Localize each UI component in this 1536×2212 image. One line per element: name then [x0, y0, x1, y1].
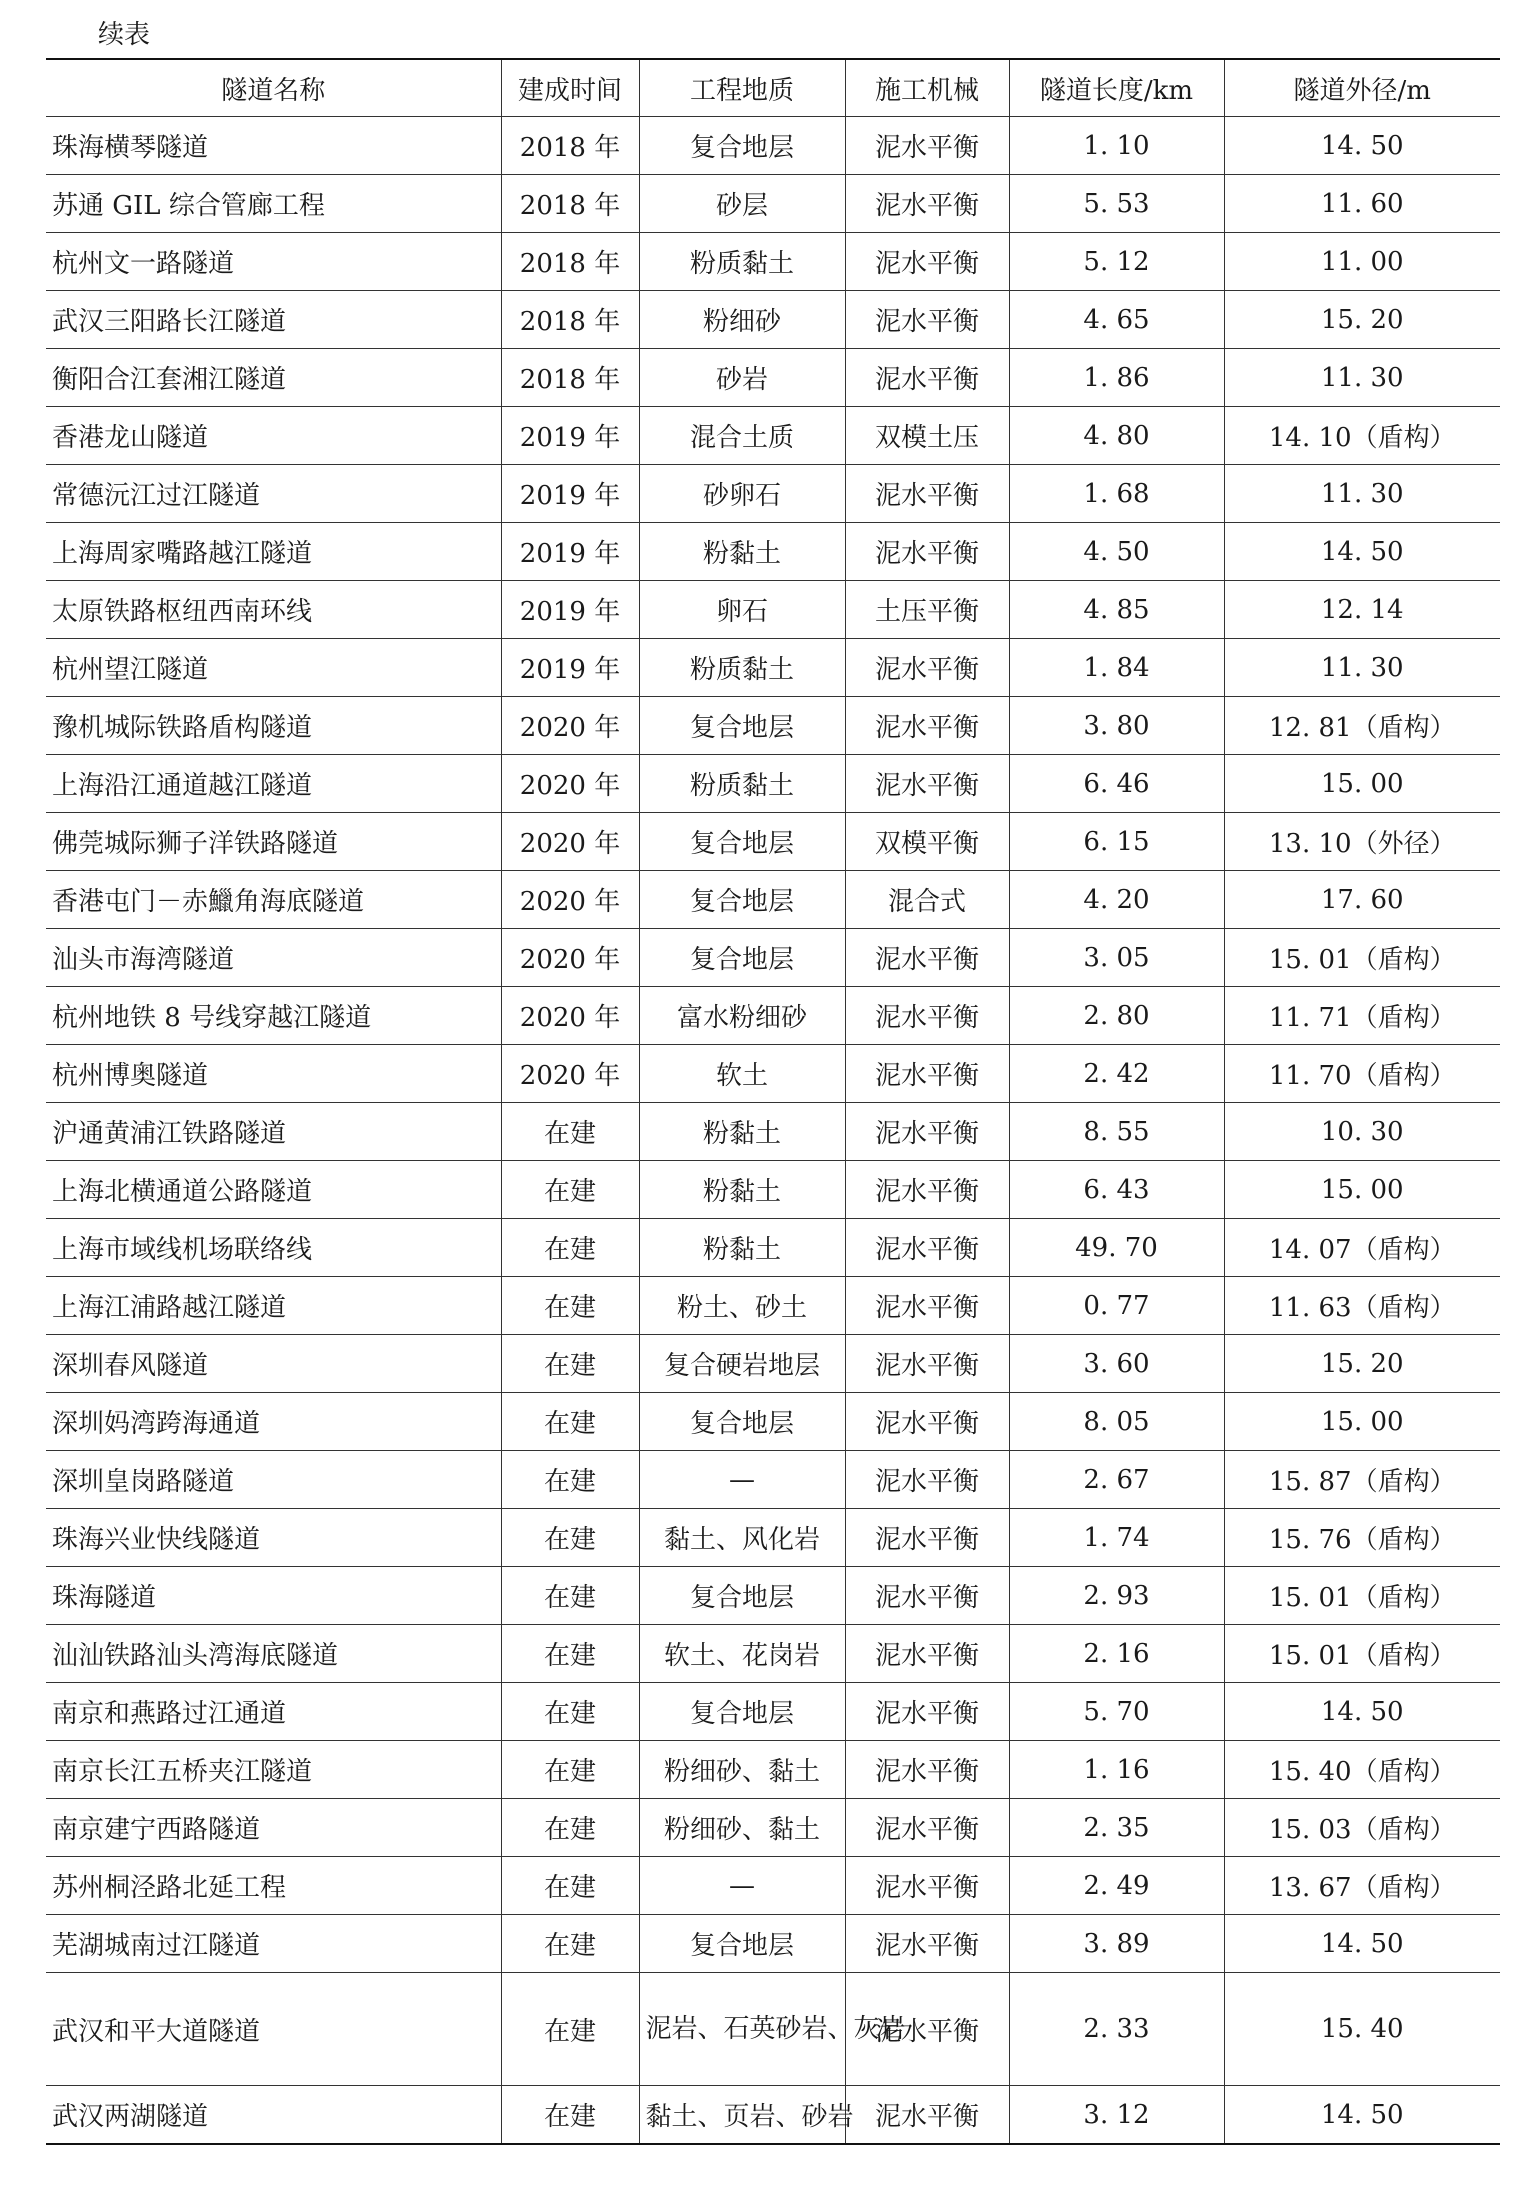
table-row	[46, 1915, 1500, 1973]
cell-tunnel-name: 珠海兴业快线隧道	[46, 1509, 501, 1567]
table-row	[46, 1741, 1500, 1799]
cell-diameter: 13. 67（盾构）	[1224, 1857, 1500, 1915]
cell-machinery: 泥水平衡	[845, 1219, 1009, 1277]
cell-diameter: 15. 01（盾构）	[1224, 1625, 1500, 1683]
cell-diameter: 14. 50	[1224, 523, 1500, 581]
cell-length: 2. 16	[1009, 1625, 1224, 1683]
table-row	[46, 175, 1500, 233]
cell-completion-time: 在建	[501, 1973, 639, 2086]
cell-completion-time: 2018 年	[501, 349, 639, 407]
table-row	[46, 1277, 1500, 1335]
cell-machinery: 泥水平衡	[845, 1915, 1009, 1973]
cell-completion-time: 2020 年	[501, 813, 639, 871]
cell-geology: 粉黏土	[639, 1219, 845, 1277]
table-caption: 续表	[98, 20, 151, 50]
cell-diameter: 15. 00	[1224, 755, 1500, 813]
cell-machinery: 泥水平衡	[845, 1741, 1009, 1799]
header-length: 隧道长度/km	[1009, 59, 1224, 117]
cell-length: 4. 85	[1009, 581, 1224, 639]
cell-tunnel-name: 南京建宁西路隧道	[46, 1799, 501, 1857]
table-row	[46, 1683, 1500, 1741]
cell-geology: 黏土、风化岩	[639, 1509, 845, 1567]
table-row	[46, 1567, 1500, 1625]
table-row	[46, 1509, 1500, 1567]
cell-machinery: 泥水平衡	[845, 987, 1009, 1045]
cell-diameter: 15. 76（盾构）	[1224, 1509, 1500, 1567]
cell-tunnel-name: 香港龙山隧道	[46, 407, 501, 465]
cell-diameter: 12. 14	[1224, 581, 1500, 639]
cell-completion-time: 2018 年	[501, 117, 639, 175]
cell-tunnel-name: 汕头市海湾隧道	[46, 929, 501, 987]
cell-completion-time: 2018 年	[501, 175, 639, 233]
cell-diameter: 17. 60	[1224, 871, 1500, 929]
cell-geology: 砂卵石	[639, 465, 845, 523]
cell-diameter: 11. 60	[1224, 175, 1500, 233]
table-row	[46, 1161, 1500, 1219]
cell-diameter: 12. 81（盾构）	[1224, 697, 1500, 755]
cell-tunnel-name: 上海沿江通道越江隧道	[46, 755, 501, 813]
cell-diameter: 15. 03（盾构）	[1224, 1799, 1500, 1857]
cell-completion-time: 在建	[501, 1103, 639, 1161]
cell-tunnel-name: 佛莞城际狮子洋铁路隧道	[46, 813, 501, 871]
cell-machinery: 双模土压	[845, 407, 1009, 465]
cell-geology: 复合地层	[639, 1683, 845, 1741]
cell-length: 4. 80	[1009, 407, 1224, 465]
table-body	[46, 117, 1500, 2145]
cell-tunnel-name: 武汉两湖隧道	[46, 2086, 501, 2145]
cell-completion-time: 在建	[501, 1277, 639, 1335]
cell-completion-time: 2020 年	[501, 929, 639, 987]
cell-completion-time: 2020 年	[501, 871, 639, 929]
cell-geology: 复合硬岩地层	[639, 1335, 845, 1393]
cell-length: 3. 89	[1009, 1915, 1224, 1973]
cell-diameter: 15. 20	[1224, 291, 1500, 349]
cell-completion-time: 2019 年	[501, 407, 639, 465]
cell-machinery: 泥水平衡	[845, 349, 1009, 407]
table-row	[46, 291, 1500, 349]
table-row	[46, 1973, 1500, 2086]
cell-tunnel-name: 上海江浦路越江隧道	[46, 1277, 501, 1335]
cell-diameter: 14. 07（盾构）	[1224, 1219, 1500, 1277]
cell-machinery: 泥水平衡	[845, 2086, 1009, 2145]
cell-length: 49. 70	[1009, 1219, 1224, 1277]
cell-completion-time: 在建	[501, 1741, 639, 1799]
cell-geology: 富水粉细砂	[639, 987, 845, 1045]
cell-machinery: 泥水平衡	[845, 1683, 1009, 1741]
cell-geology: 砂层	[639, 175, 845, 233]
table-row	[46, 1103, 1500, 1161]
cell-machinery: 泥水平衡	[845, 1509, 1009, 1567]
cell-tunnel-name: 豫机城际铁路盾构隧道	[46, 697, 501, 755]
cell-machinery: 泥水平衡	[845, 233, 1009, 291]
cell-diameter: 15. 00	[1224, 1393, 1500, 1451]
cell-diameter: 14. 50	[1224, 2086, 1500, 2145]
cell-tunnel-name: 苏州桐泾路北延工程	[46, 1857, 501, 1915]
cell-tunnel-name: 杭州望江隧道	[46, 639, 501, 697]
cell-length: 2. 49	[1009, 1857, 1224, 1915]
cell-machinery: 泥水平衡	[845, 1161, 1009, 1219]
table-row	[46, 465, 1500, 523]
cell-geology: 复合地层	[639, 813, 845, 871]
cell-geology: 砂岩	[639, 349, 845, 407]
cell-length: 1. 74	[1009, 1509, 1224, 1567]
cell-tunnel-name: 深圳皇岗路隧道	[46, 1451, 501, 1509]
table-row	[46, 987, 1500, 1045]
cell-machinery: 土压平衡	[845, 581, 1009, 639]
cell-diameter: 14. 50	[1224, 1915, 1500, 1973]
cell-geology: 复合地层	[639, 871, 845, 929]
cell-length: 2. 35	[1009, 1799, 1224, 1857]
table-row	[46, 697, 1500, 755]
cell-geology: 粉质黏土	[639, 233, 845, 291]
cell-completion-time: 在建	[501, 1335, 639, 1393]
cell-geology: 粉黏土	[639, 523, 845, 581]
cell-tunnel-name: 杭州博奥隧道	[46, 1045, 501, 1103]
cell-length: 1. 68	[1009, 465, 1224, 523]
cell-diameter: 15. 40	[1224, 1973, 1500, 2086]
cell-completion-time: 在建	[501, 1393, 639, 1451]
table-row	[46, 1625, 1500, 1683]
cell-geology: —	[639, 1857, 845, 1915]
cell-machinery: 双模平衡	[845, 813, 1009, 871]
cell-geology: 粉细砂、黏土	[639, 1799, 845, 1857]
cell-geology: 复合地层	[639, 1915, 845, 1973]
cell-completion-time: 在建	[501, 1161, 639, 1219]
cell-length: 2. 67	[1009, 1451, 1224, 1509]
cell-diameter: 11. 70（盾构）	[1224, 1045, 1500, 1103]
cell-completion-time: 2020 年	[501, 1045, 639, 1103]
cell-length: 2. 80	[1009, 987, 1224, 1045]
cell-machinery: 泥水平衡	[845, 929, 1009, 987]
cell-completion-time: 在建	[501, 1799, 639, 1857]
cell-length: 2. 93	[1009, 1567, 1224, 1625]
cell-geology: 黏土、页岩、砂岩	[639, 2086, 845, 2145]
table-row	[46, 407, 1500, 465]
cell-length: 8. 05	[1009, 1393, 1224, 1451]
cell-length: 5. 70	[1009, 1683, 1224, 1741]
cell-geology: 粉黏土	[639, 1161, 845, 1219]
cell-machinery: 泥水平衡	[845, 1973, 1009, 2086]
cell-diameter: 14. 50	[1224, 1683, 1500, 1741]
cell-diameter: 11. 71（盾构）	[1224, 987, 1500, 1045]
cell-tunnel-name: 衡阳合江套湘江隧道	[46, 349, 501, 407]
cell-completion-time: 在建	[501, 1915, 639, 1973]
cell-completion-time: 在建	[501, 1509, 639, 1567]
cell-tunnel-name: 珠海隧道	[46, 1567, 501, 1625]
table-row	[46, 813, 1500, 871]
cell-machinery: 泥水平衡	[845, 291, 1009, 349]
cell-machinery: 泥水平衡	[845, 175, 1009, 233]
cell-length: 6. 46	[1009, 755, 1224, 813]
cell-geology: —	[639, 1451, 845, 1509]
cell-tunnel-name: 沪通黄浦江铁路隧道	[46, 1103, 501, 1161]
cell-length: 3. 05	[1009, 929, 1224, 987]
cell-length: 1. 16	[1009, 1741, 1224, 1799]
cell-geology: 粉土、砂土	[639, 1277, 845, 1335]
cell-diameter: 15. 87（盾构）	[1224, 1451, 1500, 1509]
cell-tunnel-name: 上海北横通道公路隧道	[46, 1161, 501, 1219]
cell-geology: 泥岩、石英砂岩、灰岩	[639, 1973, 845, 2086]
cell-completion-time: 2020 年	[501, 987, 639, 1045]
cell-length: 6. 15	[1009, 813, 1224, 871]
cell-diameter: 15. 01（盾构）	[1224, 929, 1500, 987]
cell-tunnel-name: 深圳春风隧道	[46, 1335, 501, 1393]
cell-length: 5. 12	[1009, 233, 1224, 291]
cell-machinery: 泥水平衡	[845, 1335, 1009, 1393]
table-row	[46, 1451, 1500, 1509]
cell-geology: 复合地层	[639, 117, 845, 175]
cell-completion-time: 2020 年	[501, 755, 639, 813]
cell-machinery: 泥水平衡	[845, 1567, 1009, 1625]
table-row	[46, 929, 1500, 987]
header-tunnel-name: 隧道名称	[46, 59, 501, 117]
cell-tunnel-name: 苏通 GIL 综合管廊工程	[46, 175, 501, 233]
cell-geology: 复合地层	[639, 1567, 845, 1625]
cell-diameter: 11. 30	[1224, 349, 1500, 407]
cell-diameter: 15. 20	[1224, 1335, 1500, 1393]
table-row	[46, 117, 1500, 175]
tunnel-table	[46, 58, 1500, 2145]
cell-completion-time: 2019 年	[501, 639, 639, 697]
table-row	[46, 349, 1500, 407]
cell-completion-time: 在建	[501, 2086, 639, 2145]
cell-machinery: 混合式	[845, 871, 1009, 929]
table-header-row	[46, 59, 1500, 117]
cell-diameter: 13. 10（外径）	[1224, 813, 1500, 871]
cell-diameter: 14. 50	[1224, 117, 1500, 175]
cell-geology: 复合地层	[639, 697, 845, 755]
cell-geology: 粉质黏土	[639, 639, 845, 697]
cell-geology: 复合地层	[639, 1393, 845, 1451]
cell-geology: 粉细砂、黏土	[639, 1741, 845, 1799]
cell-machinery: 泥水平衡	[845, 465, 1009, 523]
cell-length: 3. 12	[1009, 2086, 1224, 2145]
cell-tunnel-name: 杭州地铁 8 号线穿越江隧道	[46, 987, 501, 1045]
cell-machinery: 泥水平衡	[845, 639, 1009, 697]
cell-length: 4. 65	[1009, 291, 1224, 349]
cell-tunnel-name: 武汉和平大道隧道	[46, 1973, 501, 2086]
cell-machinery: 泥水平衡	[845, 1451, 1009, 1509]
cell-length: 0. 77	[1009, 1277, 1224, 1335]
cell-tunnel-name: 香港屯门－赤鱲角海底隧道	[46, 871, 501, 929]
cell-machinery: 泥水平衡	[845, 1045, 1009, 1103]
table-row	[46, 523, 1500, 581]
cell-machinery: 泥水平衡	[845, 755, 1009, 813]
table-row	[46, 581, 1500, 639]
cell-length: 1. 86	[1009, 349, 1224, 407]
cell-diameter: 11. 30	[1224, 639, 1500, 697]
cell-geology: 软土、花岗岩	[639, 1625, 845, 1683]
cell-completion-time: 在建	[501, 1451, 639, 1509]
cell-length: 8. 55	[1009, 1103, 1224, 1161]
header-completion-time: 建成时间	[501, 59, 639, 117]
cell-machinery: 泥水平衡	[845, 117, 1009, 175]
cell-geology: 卵石	[639, 581, 845, 639]
cell-completion-time: 2020 年	[501, 697, 639, 755]
cell-tunnel-name: 南京和燕路过江通道	[46, 1683, 501, 1741]
cell-tunnel-name: 杭州文一路隧道	[46, 233, 501, 291]
cell-completion-time: 在建	[501, 1567, 639, 1625]
cell-machinery: 泥水平衡	[845, 523, 1009, 581]
table-row	[46, 1799, 1500, 1857]
cell-geology: 复合地层	[639, 929, 845, 987]
cell-diameter: 15. 40（盾构）	[1224, 1741, 1500, 1799]
table-row	[46, 639, 1500, 697]
cell-diameter: 11. 63（盾构）	[1224, 1277, 1500, 1335]
cell-completion-time: 在建	[501, 1683, 639, 1741]
cell-tunnel-name: 珠海横琴隧道	[46, 117, 501, 175]
cell-tunnel-name: 太原铁路枢纽西南环线	[46, 581, 501, 639]
cell-completion-time: 2019 年	[501, 523, 639, 581]
cell-machinery: 泥水平衡	[845, 1393, 1009, 1451]
cell-machinery: 泥水平衡	[845, 1857, 1009, 1915]
cell-diameter: 11. 30	[1224, 465, 1500, 523]
cell-diameter: 14. 10（盾构）	[1224, 407, 1500, 465]
table-row	[46, 1335, 1500, 1393]
cell-tunnel-name: 上海市域线机场联络线	[46, 1219, 501, 1277]
header-machinery: 施工机械	[845, 59, 1009, 117]
cell-geology: 粉黏土	[639, 1103, 845, 1161]
cell-tunnel-name: 芜湖城南过江隧道	[46, 1915, 501, 1973]
cell-completion-time: 2019 年	[501, 581, 639, 639]
table-row	[46, 1219, 1500, 1277]
cell-length: 5. 53	[1009, 175, 1224, 233]
cell-completion-time: 2018 年	[501, 233, 639, 291]
table-row	[46, 755, 1500, 813]
cell-tunnel-name: 汕汕铁路汕头湾海底隧道	[46, 1625, 501, 1683]
header-geology: 工程地质	[639, 59, 845, 117]
cell-machinery: 泥水平衡	[845, 1625, 1009, 1683]
table-row	[46, 871, 1500, 929]
cell-geology: 粉细砂	[639, 291, 845, 349]
cell-tunnel-name: 武汉三阳路长江隧道	[46, 291, 501, 349]
cell-completion-time: 在建	[501, 1857, 639, 1915]
cell-length: 1. 10	[1009, 117, 1224, 175]
table-row	[46, 1857, 1500, 1915]
cell-completion-time: 在建	[501, 1625, 639, 1683]
cell-completion-time: 在建	[501, 1219, 639, 1277]
cell-geology: 混合土质	[639, 407, 845, 465]
cell-tunnel-name: 南京长江五桥夹江隧道	[46, 1741, 501, 1799]
cell-length: 2. 42	[1009, 1045, 1224, 1103]
cell-length: 4. 20	[1009, 871, 1224, 929]
cell-length: 6. 43	[1009, 1161, 1224, 1219]
cell-tunnel-name: 深圳妈湾跨海通道	[46, 1393, 501, 1451]
cell-length: 3. 60	[1009, 1335, 1224, 1393]
cell-diameter: 15. 00	[1224, 1161, 1500, 1219]
cell-diameter: 15. 01（盾构）	[1224, 1567, 1500, 1625]
cell-length: 1. 84	[1009, 639, 1224, 697]
cell-completion-time: 2018 年	[501, 291, 639, 349]
cell-machinery: 泥水平衡	[845, 1277, 1009, 1335]
cell-tunnel-name: 上海周家嘴路越江隧道	[46, 523, 501, 581]
cell-length: 2. 33	[1009, 1973, 1224, 2086]
cell-diameter: 11. 00	[1224, 233, 1500, 291]
cell-machinery: 泥水平衡	[845, 697, 1009, 755]
cell-geology: 软土	[639, 1045, 845, 1103]
header-diameter: 隧道外径/m	[1224, 59, 1500, 117]
cell-machinery: 泥水平衡	[845, 1799, 1009, 1857]
cell-length: 3. 80	[1009, 697, 1224, 755]
table-row	[46, 1393, 1500, 1451]
cell-tunnel-name: 常德沅江过江隧道	[46, 465, 501, 523]
table-row	[46, 233, 1500, 291]
cell-machinery: 泥水平衡	[845, 1103, 1009, 1161]
cell-completion-time: 2019 年	[501, 465, 639, 523]
table-row	[46, 2086, 1500, 2145]
cell-diameter: 10. 30	[1224, 1103, 1500, 1161]
table-row	[46, 1045, 1500, 1103]
cell-length: 4. 50	[1009, 523, 1224, 581]
cell-geology: 粉质黏土	[639, 755, 845, 813]
